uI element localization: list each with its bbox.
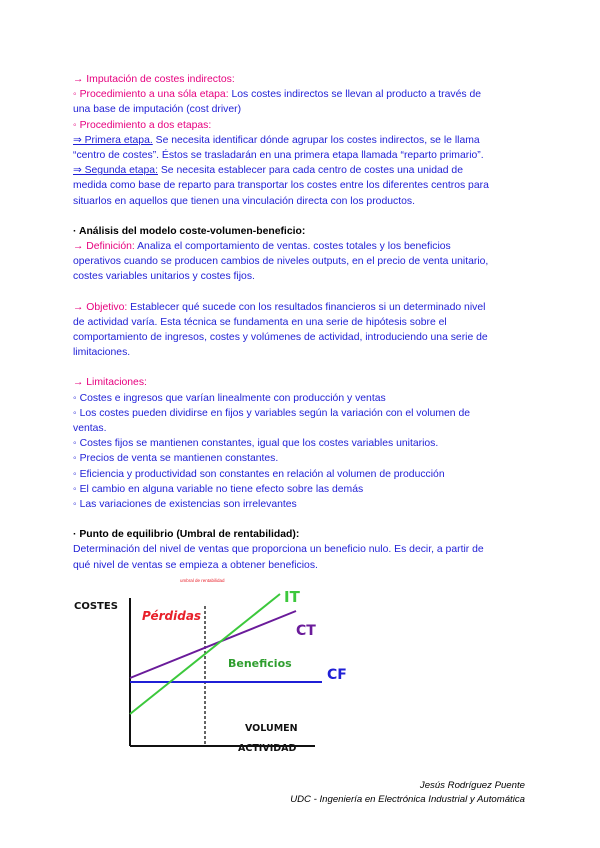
x-axis-label-1: VOLUMEN [245, 723, 298, 734]
perdidas-label: Pérdidas [142, 609, 202, 623]
spacer [73, 360, 528, 375]
segunda-etapa-line [73, 163, 528, 178]
x-axis-label-2: ACTIVIDAD [238, 743, 297, 754]
analisis-heading: · Análisis del modelo coste-volumen-beneficio: [73, 225, 306, 237]
breakeven-sketch [70, 576, 360, 754]
limitacion-item: ◦ Precios de venta se mantienen constantes. [73, 453, 279, 465]
una-etapa-label: ◦ Procedimiento a una sóla etapa: [73, 89, 229, 101]
limitacion-item: ◦ Los costes pueden dividirse en fijos y variables según la variación con el volumen de [73, 407, 471, 419]
primera-etapa-line [73, 133, 528, 148]
chart-top-note: umbral de rentabilidad [180, 578, 225, 583]
una-etapa-line [73, 87, 528, 102]
objetivo-text-2: de actividad varía. Esta técnica se fundamenta en una serie de hipótesis sobre el [73, 316, 447, 328]
objetivo-label: → Objetivo: [73, 301, 128, 313]
segunda-etapa-text-2: medida como base de reparto para transportar los costes entre los diferentes centros para [73, 180, 489, 192]
segunda-etapa-text-1: Se necesita establecer para cada centro de costes una unidad de [157, 165, 463, 177]
limitacion-item: ◦ El cambio en alguna variable no tiene efecto sobre las demás [73, 483, 364, 495]
spacer [73, 512, 528, 527]
segunda-etapa-text-3: situarlos en aquellos que tienen una vinculación directa con los productos. [73, 195, 415, 207]
dos-etapas-label: ◦ Procedimiento a dos etapas: [73, 119, 212, 131]
primera-etapa-text-2: “centro de costes”. Éstos se trasladarán en una primera etapa llamada “reparto primario”. [73, 150, 484, 162]
y-axis-label: COSTES [74, 601, 118, 612]
equilibrio-text-1: Determinación del nivel de ventas que proporciona un beneficio nulo. Es decir, a partir de [73, 544, 484, 556]
primera-etapa-text-1: Se necesita identificar dónde agrupar los costes indirectos, se le llama [152, 134, 480, 146]
cf-label: CF [327, 667, 347, 683]
objetivo-text-4: limitaciones. [73, 347, 131, 359]
equilibrio-heading: · Punto de equilibrio (Umbral de rentabilidad): [73, 529, 300, 541]
limitacion-item-cont: ventas. [73, 423, 107, 435]
footer-institution: UDC - Ingeniería en Electrónica Industrial y Automática [290, 794, 525, 805]
ct-label: CT [296, 623, 316, 639]
primera-etapa-label: ⇒ Primera etapa. [73, 134, 153, 146]
limitaciones-label: → Limitaciones: [73, 377, 147, 389]
una-etapa-text-1: Los costes indirectos se llevan al producto a través de [228, 89, 482, 101]
una-etapa-text-2: una base de imputación (cost driver) [73, 104, 242, 116]
definicion-label: → Definición: [73, 241, 135, 253]
definicion-text-3: costes variables unitarios y costes fijos. [73, 271, 255, 283]
definicion-text-1: Analiza el comportamiento de ventas. costes totales y los beneficios [134, 241, 451, 253]
it-label: IT [284, 588, 300, 606]
document-body [73, 72, 528, 573]
limitacion-item: ◦ Las variaciones de existencias son irrelevantes [73, 499, 297, 511]
objetivo-line [73, 300, 528, 315]
spacer [73, 285, 528, 300]
definicion-line [73, 239, 528, 254]
footer-author: Jesús Rodríguez Puente [419, 780, 525, 791]
definicion-text-2: operativos cuando se producen cambios de niveles outputs, en el precio de venta unitario, [73, 256, 489, 268]
objetivo-text-1: Establecer qué sucede con los resultados financieros si un determinado nivel [127, 301, 486, 313]
limitacion-item: ◦ Eficiencia y productividad son constantes en relación al volumen de producción [73, 468, 445, 480]
limitacion-item: ◦ Costes fijos se mantienen constantes, igual que los costes variables unitarios. [73, 438, 439, 450]
footer [290, 779, 525, 807]
objetivo-text-3: comportamiento de ingresos, costes y volúmenes de actividad, introduciendo una serie de [73, 332, 488, 344]
limitacion-item: ◦ Costes e ingresos que varían linealmente con producción y ventas [73, 392, 386, 404]
spacer [73, 209, 528, 224]
segunda-etapa-label: ⇒ Segunda etapa: [73, 165, 158, 177]
beneficios-label: Beneficios [228, 657, 292, 670]
imputacion-title: → Imputación de costes indirectos: [73, 74, 235, 85]
equilibrio-text-2: qué nivel de ventas se empieza a obtener beneficios. [73, 559, 318, 571]
